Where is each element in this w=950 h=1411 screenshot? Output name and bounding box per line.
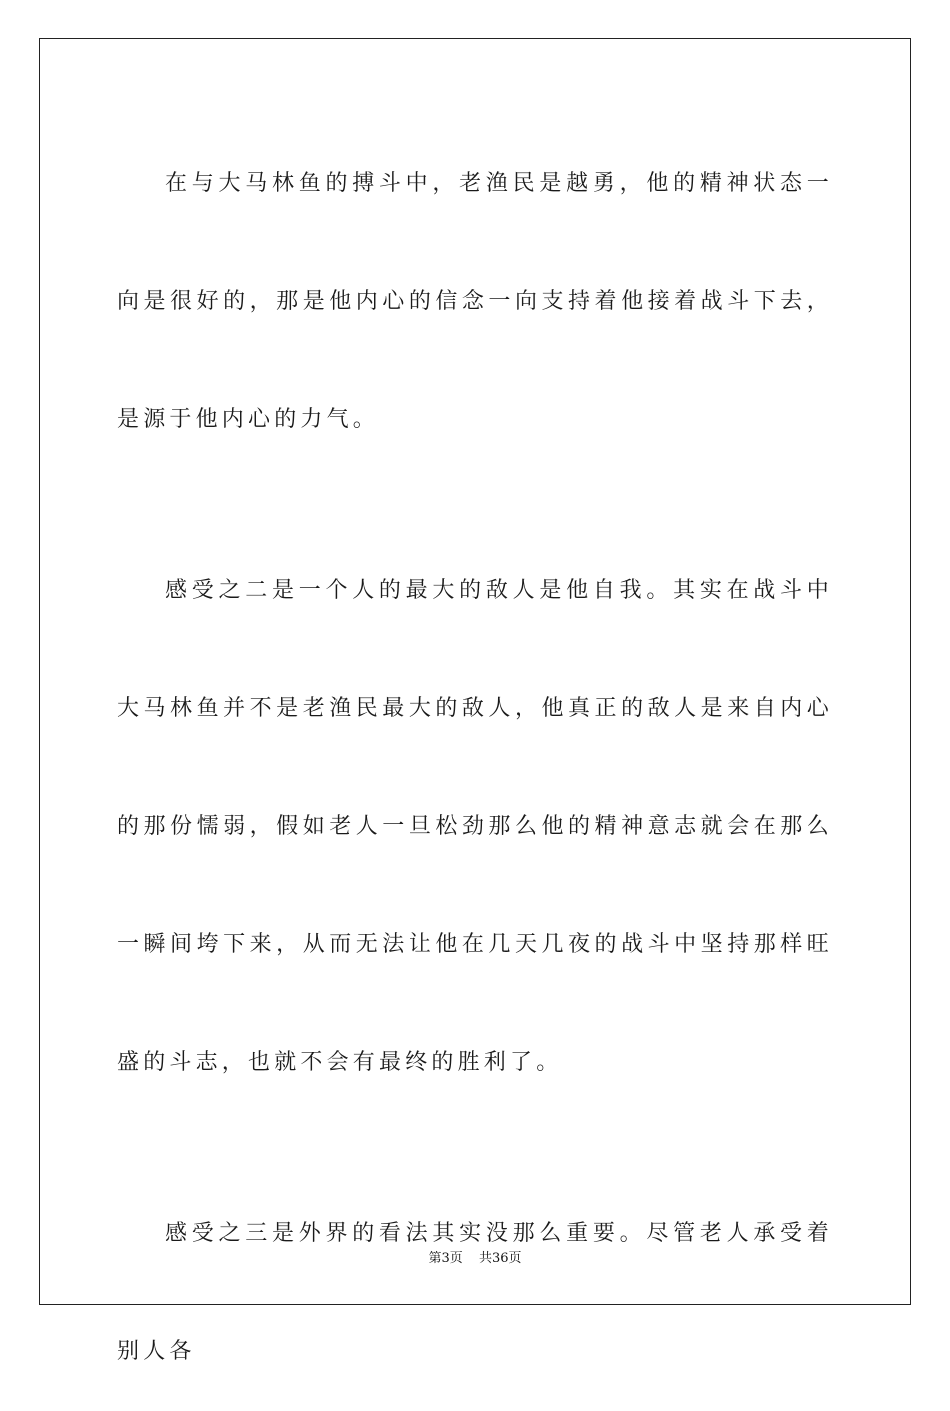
total-pages: 共36页 <box>478 1251 522 1266</box>
paragraph: 感受之三是外界的看法其实没那么重要。尽管老人承受着别人各 <box>117 1221 833 1364</box>
paragraph: 感受之二是一个人的最大的敌人是他自我。其实在战斗中大马林鱼并不是老渔民最大的敌人，他真正的敌人是来自内心的那份懦弱，假如老人一旦松劲那么他的精神意志就会在那么一瞬间垮下来，从而无法让他在几天几夜的战斗中坚持那样旺盛的斗志，也就不会有最终的胜利了。 <box>117 578 833 1075</box>
document-body <box>117 125 833 1411</box>
page-number: 第3页 <box>428 1251 463 1266</box>
paragraph: 在与大马林鱼的搏斗中，老渔民是越勇，他的精神状态一向是很好的，那是他内心的信念一向支持着他接着战斗下去，是源于他内心的力气。 <box>117 171 833 432</box>
page-footer <box>0 1247 950 1266</box>
